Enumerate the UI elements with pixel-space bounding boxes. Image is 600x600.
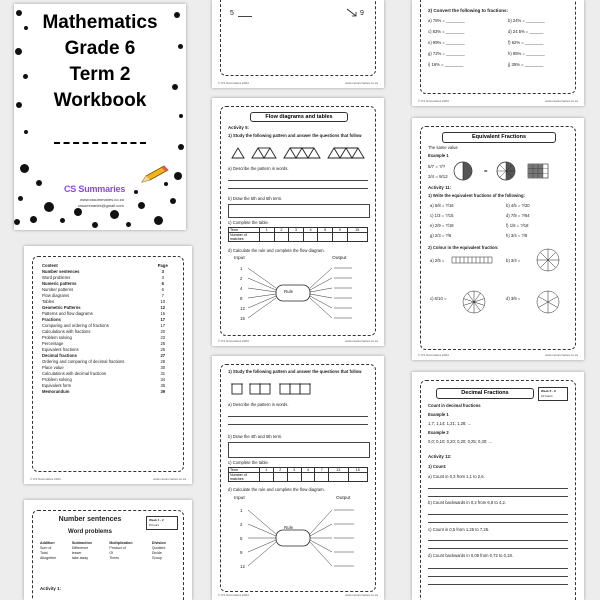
equiv-item: e) 2/9 = ?/18	[430, 223, 454, 228]
toc-entry-page: 3	[161, 274, 164, 280]
hours-label: 8 hours	[149, 523, 160, 527]
toc-header-content: Content	[42, 262, 58, 268]
toc-entry-label: Calculations with decimal fractions	[42, 370, 107, 376]
toc-entry-page: 30	[160, 364, 166, 370]
answer-cell[interactable]	[289, 233, 304, 242]
toc-entry-page: 27	[160, 352, 166, 358]
toc-entry-page: 15	[160, 310, 166, 316]
decimal-title: Decimal Fractions	[436, 388, 534, 399]
term-cell: 13	[329, 468, 348, 473]
rule-label: Rule	[284, 525, 294, 530]
col-header: Division	[151, 540, 166, 545]
input-value: 5	[240, 536, 243, 541]
term-cell: 1	[260, 468, 274, 473]
section-label: Count in decimal fractions	[428, 403, 481, 408]
convert-item: d) 24.5% = ______	[508, 29, 544, 34]
svg-text:=: =	[484, 169, 488, 175]
output-label: Output	[336, 496, 351, 501]
worksheet-flow-diagrams	[212, 98, 384, 346]
drawing-box[interactable]	[228, 204, 370, 218]
toc-entry-label: Place value	[42, 364, 64, 370]
toc-entry-page: 12	[160, 304, 166, 310]
colour-item: a) 2/5 =	[430, 258, 445, 263]
convert-item: a) 75% = ________	[428, 18, 465, 23]
term-cell: 4	[301, 468, 315, 473]
week-label: Week 1 - 2	[149, 518, 164, 522]
fraction-example: 3/4 = 9/12	[428, 174, 448, 179]
question-text: 1) Write the equivalent fractions of the following:	[428, 193, 525, 198]
activity-label: Activity 1:	[40, 586, 61, 591]
input-value: 4	[240, 286, 243, 291]
answer-cell[interactable]	[274, 233, 289, 242]
equiv-title: Equivalent Fractions	[442, 132, 556, 143]
answer-cell[interactable]	[287, 473, 301, 482]
toc-entry-label: Numeric patterns	[42, 280, 77, 286]
triangle-pattern-figure	[228, 146, 372, 160]
output-label: Output	[332, 256, 347, 261]
toc-entry-page: 17	[160, 316, 166, 322]
input-value: 2	[240, 522, 243, 527]
footer-copyright: © CS Summaries 2024	[30, 477, 61, 481]
table-cell: Sum of	[40, 545, 52, 550]
question-text: 1) Count:	[428, 464, 447, 469]
cover-title-line-4: Workbook	[53, 90, 147, 111]
input-value: 9	[240, 550, 243, 555]
answer-cell[interactable]	[332, 233, 347, 242]
toc-entry-page: 34	[160, 376, 166, 382]
question-text: c) Complete the table.	[228, 460, 269, 465]
section-label: The same value	[428, 145, 458, 150]
table-cell: take away	[71, 556, 89, 561]
input-value: 15	[240, 316, 245, 321]
answer-cell[interactable]	[347, 233, 367, 242]
toc-entry-page: 39	[160, 388, 166, 394]
toc-entry-label: Equivalent fractions	[42, 346, 79, 352]
footer-copyright: © CS Summaries 2024	[418, 99, 449, 103]
toc-entry-label: Tables	[42, 298, 55, 304]
sequence-text: 0,0; 0,10; 0,20; 0,20; 0,25; 0,30; ...	[428, 439, 493, 444]
worksheet-top-middle	[212, 0, 384, 88]
term-cell: 1	[260, 228, 275, 233]
toc-entry-page: 25	[160, 340, 166, 346]
worksheet-convert-percentages	[412, 0, 584, 106]
answer-cell[interactable]	[260, 233, 275, 242]
equiv-item: d) 7/8 = ?/64	[506, 213, 530, 218]
table-cell: Times	[109, 556, 120, 561]
question-text: 1) Study the following pattern and answer the questions that follow	[228, 369, 362, 374]
worksheet-equivalent-fractions	[412, 118, 584, 360]
question-text: d) Calculate the rule and complete the flow diagram.	[228, 487, 325, 492]
sequence-text: 1,7; 1,14; 1,21; 1,28; ...	[428, 421, 472, 426]
toc-row	[40, 388, 172, 394]
col-header: Subtraction	[71, 540, 92, 545]
pattern-number-right: 9	[360, 10, 364, 17]
term-cell: 2	[273, 468, 287, 473]
worksheet-decimal-fractions	[412, 372, 584, 600]
week-badge	[538, 387, 568, 401]
term-cell: 3	[289, 228, 304, 233]
toc-entry-label: Word problems	[42, 274, 71, 280]
toc-entry-page: 23	[160, 334, 166, 340]
table-cell: Difference	[71, 545, 89, 550]
term-cell: 7	[315, 468, 329, 473]
table-header: Number of matches	[229, 473, 260, 482]
toc-entry-page: 36	[160, 382, 166, 388]
convert-item: f) 62% = ________	[508, 40, 544, 45]
equiv-item: c) 1/3 = ?/15	[430, 213, 454, 218]
col-header: Multiplication	[109, 540, 133, 545]
term-cell: 15	[347, 228, 367, 233]
colour-item: b) 3/4 =	[506, 258, 521, 263]
worksheet-flow-diagrams-2	[212, 356, 384, 600]
footer-website: www.cssummaries.co.za	[153, 477, 186, 481]
term-cell: 5	[318, 228, 333, 233]
input-value: 12	[240, 564, 245, 569]
term-cell: 3	[287, 468, 301, 473]
toc-entry-label: Equivalent form	[42, 382, 72, 388]
colour-item: d) 3/6 =	[506, 296, 521, 301]
example-fraction-circles	[452, 160, 562, 182]
question-text: c) Complete the table.	[228, 220, 269, 225]
arrow-icon	[346, 8, 358, 18]
toc-entry-label: Percentage	[42, 340, 64, 346]
toc-entry-label: Fractions	[42, 316, 61, 322]
activity-label: Activity 12:	[428, 454, 452, 459]
cover-title-line-2: Grade 6	[64, 38, 136, 59]
example-label: Example 1	[428, 153, 449, 158]
toc-entry-label: Memorandum	[42, 388, 70, 394]
toc-table	[40, 262, 172, 394]
toc-header-page: Page	[157, 262, 168, 268]
flow-diagram-lines	[228, 262, 368, 332]
table-header: Term	[229, 228, 260, 233]
question-text: 1) Study the following pattern and answer the questions that follow	[228, 133, 362, 138]
flow-diagram-lines	[228, 506, 368, 576]
equiv-item: b) 4/5 = ?/20	[506, 203, 530, 208]
footer-copyright: © CS Summaries 2024	[218, 339, 249, 343]
question-text: d) Count backwards in 0,09 from 0,72 to 0,18.	[428, 553, 513, 558]
term-table	[228, 467, 368, 482]
input-value: 1	[240, 266, 243, 271]
example-label: Example 1	[428, 412, 449, 417]
question-text: b) Draw the 5th and 6th term.	[228, 196, 283, 201]
rule-label: Rule	[284, 289, 294, 294]
col-header: Addition	[40, 540, 55, 545]
keywords-table	[38, 540, 178, 561]
input-value: 8	[240, 296, 243, 301]
toc-entry-label: Number patterns	[42, 286, 74, 292]
term-cell: 2	[274, 228, 289, 233]
table-cell: Divide	[151, 550, 162, 555]
table-cell: Group	[151, 556, 162, 561]
answer-cell[interactable]	[315, 473, 329, 482]
input-value: 2	[240, 276, 243, 281]
toc-entry-page: 26	[160, 346, 166, 352]
convert-item: j) 35% = ________	[508, 62, 544, 67]
toc-entry-label: Decimal fractions	[42, 352, 77, 358]
toc-entry-page: 10	[160, 298, 166, 304]
question-text: c) Count in 0,5 from 1,25 to 7,25.	[428, 527, 490, 532]
footer-website: www.cssummaries.co.za	[345, 593, 378, 597]
toc-entry-label: Number sentences	[42, 268, 80, 274]
footer-website: www.cssummaries.co.za	[545, 353, 578, 357]
equiv-item: a) 5/8 = ?/16	[430, 203, 454, 208]
question-text: d) Calculate the rule and complete the flow diagram.	[228, 248, 325, 253]
fraction-example: 5/7 = ?/?	[428, 164, 446, 169]
table-cell: Altogether	[40, 556, 57, 561]
toc-entry-page: 6	[161, 280, 164, 286]
convert-item: b) 24% = ________	[508, 18, 545, 23]
question-text: b) Count backwards in 0,2 from 6,8 to 4,2.	[428, 500, 506, 505]
table-cell: Quotient	[151, 545, 166, 550]
footer-copyright: © CS Summaries 2024	[218, 81, 249, 85]
toc-entry-label: Calculations with fractions	[42, 328, 91, 334]
question-text: a) Count in 0,3 from 1,1 to 2,6.	[428, 474, 485, 479]
drawing-box[interactable]	[228, 442, 370, 458]
question-text: a) Describe the pattern in words.	[228, 166, 289, 171]
footer-website: www.cssummaries.co.za	[345, 339, 378, 343]
toc-entry-page: 28	[160, 358, 166, 364]
toc-entry-label: Problem solving	[42, 334, 72, 340]
worksheet-table-of-contents	[24, 246, 192, 484]
cover-page	[14, 4, 186, 230]
cover-logo-text: CS Summaries	[64, 184, 126, 194]
activity-label: Activity 11:	[428, 185, 452, 190]
input-label: Input	[234, 256, 245, 261]
answer-cell[interactable]	[348, 473, 367, 482]
table-cell: Product of	[109, 545, 126, 550]
cover-divider	[54, 142, 146, 144]
pencil-logo-icon	[140, 164, 170, 186]
toc-entry-page: 17	[160, 322, 166, 328]
toc-entry-label: Comparing and ordering of fractions	[42, 322, 109, 328]
question-text: 2) Colour in the equivalent fraction:	[428, 245, 499, 250]
input-value: 1	[240, 508, 243, 513]
cover-email: cssummaries@gmail.com	[78, 203, 124, 208]
hours-label: 10 hours	[541, 394, 553, 398]
term-cell: 15	[348, 468, 367, 473]
term-cell: 4	[303, 228, 318, 233]
question-text: a) Describe the pattern in words.	[228, 402, 289, 407]
week-badge	[146, 516, 178, 530]
answer-cell[interactable]	[303, 233, 318, 242]
toc-entry-label: Patterns and flow diagrams	[42, 310, 93, 316]
footer-website: www.cssummaries.co.za	[345, 81, 378, 85]
worksheet-number-sentences	[24, 500, 192, 600]
colour-shapes[interactable]	[420, 246, 574, 326]
input-label: Input	[234, 496, 245, 501]
footer-copyright: © CS Summaries 2024	[218, 593, 249, 597]
cover-title-line-3: Term 2	[69, 64, 131, 85]
convert-heading: 2) Convert the following to fractions:	[428, 8, 509, 13]
footer-copyright: © CS Summaries 2024	[418, 353, 449, 357]
toc-entry-page: 20	[160, 328, 166, 334]
equiv-item: f) 1/6 = ?/18	[506, 223, 529, 228]
convert-item: e) 99% = ________	[428, 40, 465, 45]
term-cell: 9	[332, 228, 347, 233]
question-text: b) Draw the 4th and 5th term.	[228, 434, 283, 439]
term-table	[228, 227, 368, 242]
table-cell: Total	[40, 550, 48, 555]
table-header: Number of matches	[229, 233, 260, 242]
table-cell: Of	[109, 550, 114, 555]
answer-cell[interactable]	[273, 473, 287, 482]
convert-item: g) 72% = ________	[428, 51, 465, 56]
convert-item: c) 83% = ________	[428, 29, 465, 34]
table-header: Term	[229, 468, 260, 473]
cover-website: www.cssummaries.co.za	[80, 197, 124, 202]
table-cell: lesser	[71, 550, 82, 555]
square-pattern-figure	[228, 382, 372, 396]
equiv-item: g) 2/3 = ?/6	[430, 233, 452, 238]
toc-entry-label: Problem solving	[42, 376, 72, 382]
example-label: Example 2	[428, 430, 449, 435]
convert-item: h) 85% = ________	[508, 51, 545, 56]
answer-cell[interactable]	[260, 473, 274, 482]
toc-entry-label: Flow diagrams	[42, 292, 70, 298]
answer-cell[interactable]	[318, 233, 333, 242]
convert-item: i) 16% = ________	[428, 62, 464, 67]
numsent-subtitle: Word problems	[68, 529, 112, 535]
toc-entry-label: Geometric Patterns	[42, 304, 81, 310]
colour-item: c) 6/10 =	[430, 296, 447, 301]
answer-cell[interactable]	[329, 473, 348, 482]
footer-website: www.cssummaries.co.za	[545, 99, 578, 103]
toc-entry-page: 3	[161, 268, 164, 274]
answer-cell[interactable]	[301, 473, 315, 482]
toc-entry-label: Ordering and comparing of decimal fractions	[42, 358, 125, 364]
equiv-item: h) 3/4 = ?/8	[506, 233, 528, 238]
toc-entry-page: 7	[161, 292, 164, 298]
pattern-number-left: 5	[230, 10, 234, 17]
cover-title-line-1: Mathematics	[42, 12, 158, 33]
toc-entry-page: 6	[161, 286, 164, 292]
flow-title: Flow diagrams and tables	[250, 112, 348, 122]
numsent-title: Number sentences	[58, 516, 122, 523]
week-label: Week 6 - 8	[541, 389, 556, 393]
toc-entry-page: 31	[160, 370, 166, 376]
activity-label: Activity 5:	[228, 125, 249, 130]
input-value: 12	[240, 306, 245, 311]
